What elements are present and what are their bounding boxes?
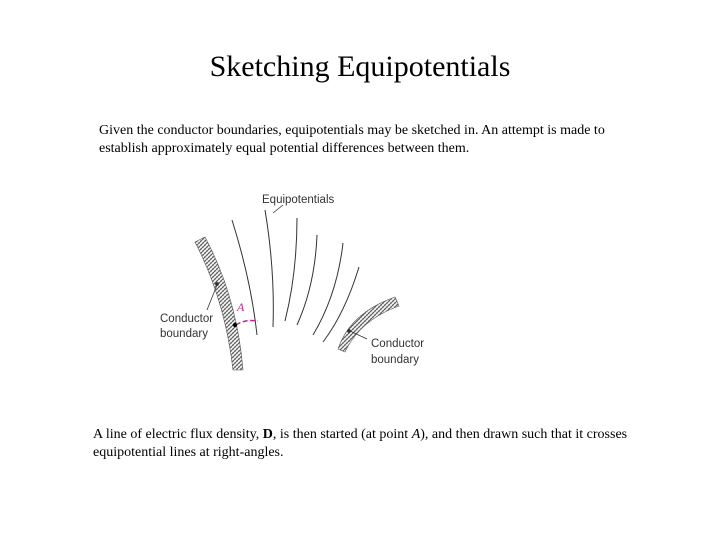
equipotential-line	[313, 243, 343, 335]
equipotential-line	[285, 218, 297, 321]
outro-text-3: ), and then drawn such that it crosses equipotential lines at right-angles.	[93, 427, 628, 460]
point-a-marker	[233, 323, 237, 327]
point-a-label: A	[237, 300, 245, 314]
point-a-symbol: A	[411, 427, 421, 442]
slide-title: Sketching Equipotentials	[209, 50, 511, 83]
conductor-left	[195, 237, 243, 370]
conductor-left-label-2: boundary	[160, 328, 208, 340]
equipotentials-label: Equipotentials	[262, 194, 335, 206]
conductor-right-label-2: boundary	[371, 354, 419, 366]
equipotential-lines	[232, 210, 359, 342]
outro-text-1: A line of electric flux density,	[93, 427, 263, 442]
flux-line	[236, 321, 258, 326]
intro-paragraph: Given the conductor boundaries, equipotentials may be sketched in. An attempt is made to establish approximately equal potential differences between them.	[99, 123, 605, 156]
equipotential-line	[232, 220, 257, 335]
conductor-right-label-1: Conductor	[371, 338, 425, 350]
flux-density-symbol: D	[262, 427, 273, 442]
conductor-left-label-1: Conductor	[160, 313, 214, 325]
outro-paragraph	[93, 426, 653, 462]
equipotential-diagram	[145, 185, 445, 375]
equipotential-line	[265, 210, 273, 327]
equipotential-line	[297, 235, 317, 325]
outro-text-2: , is then started (at point	[272, 427, 412, 442]
